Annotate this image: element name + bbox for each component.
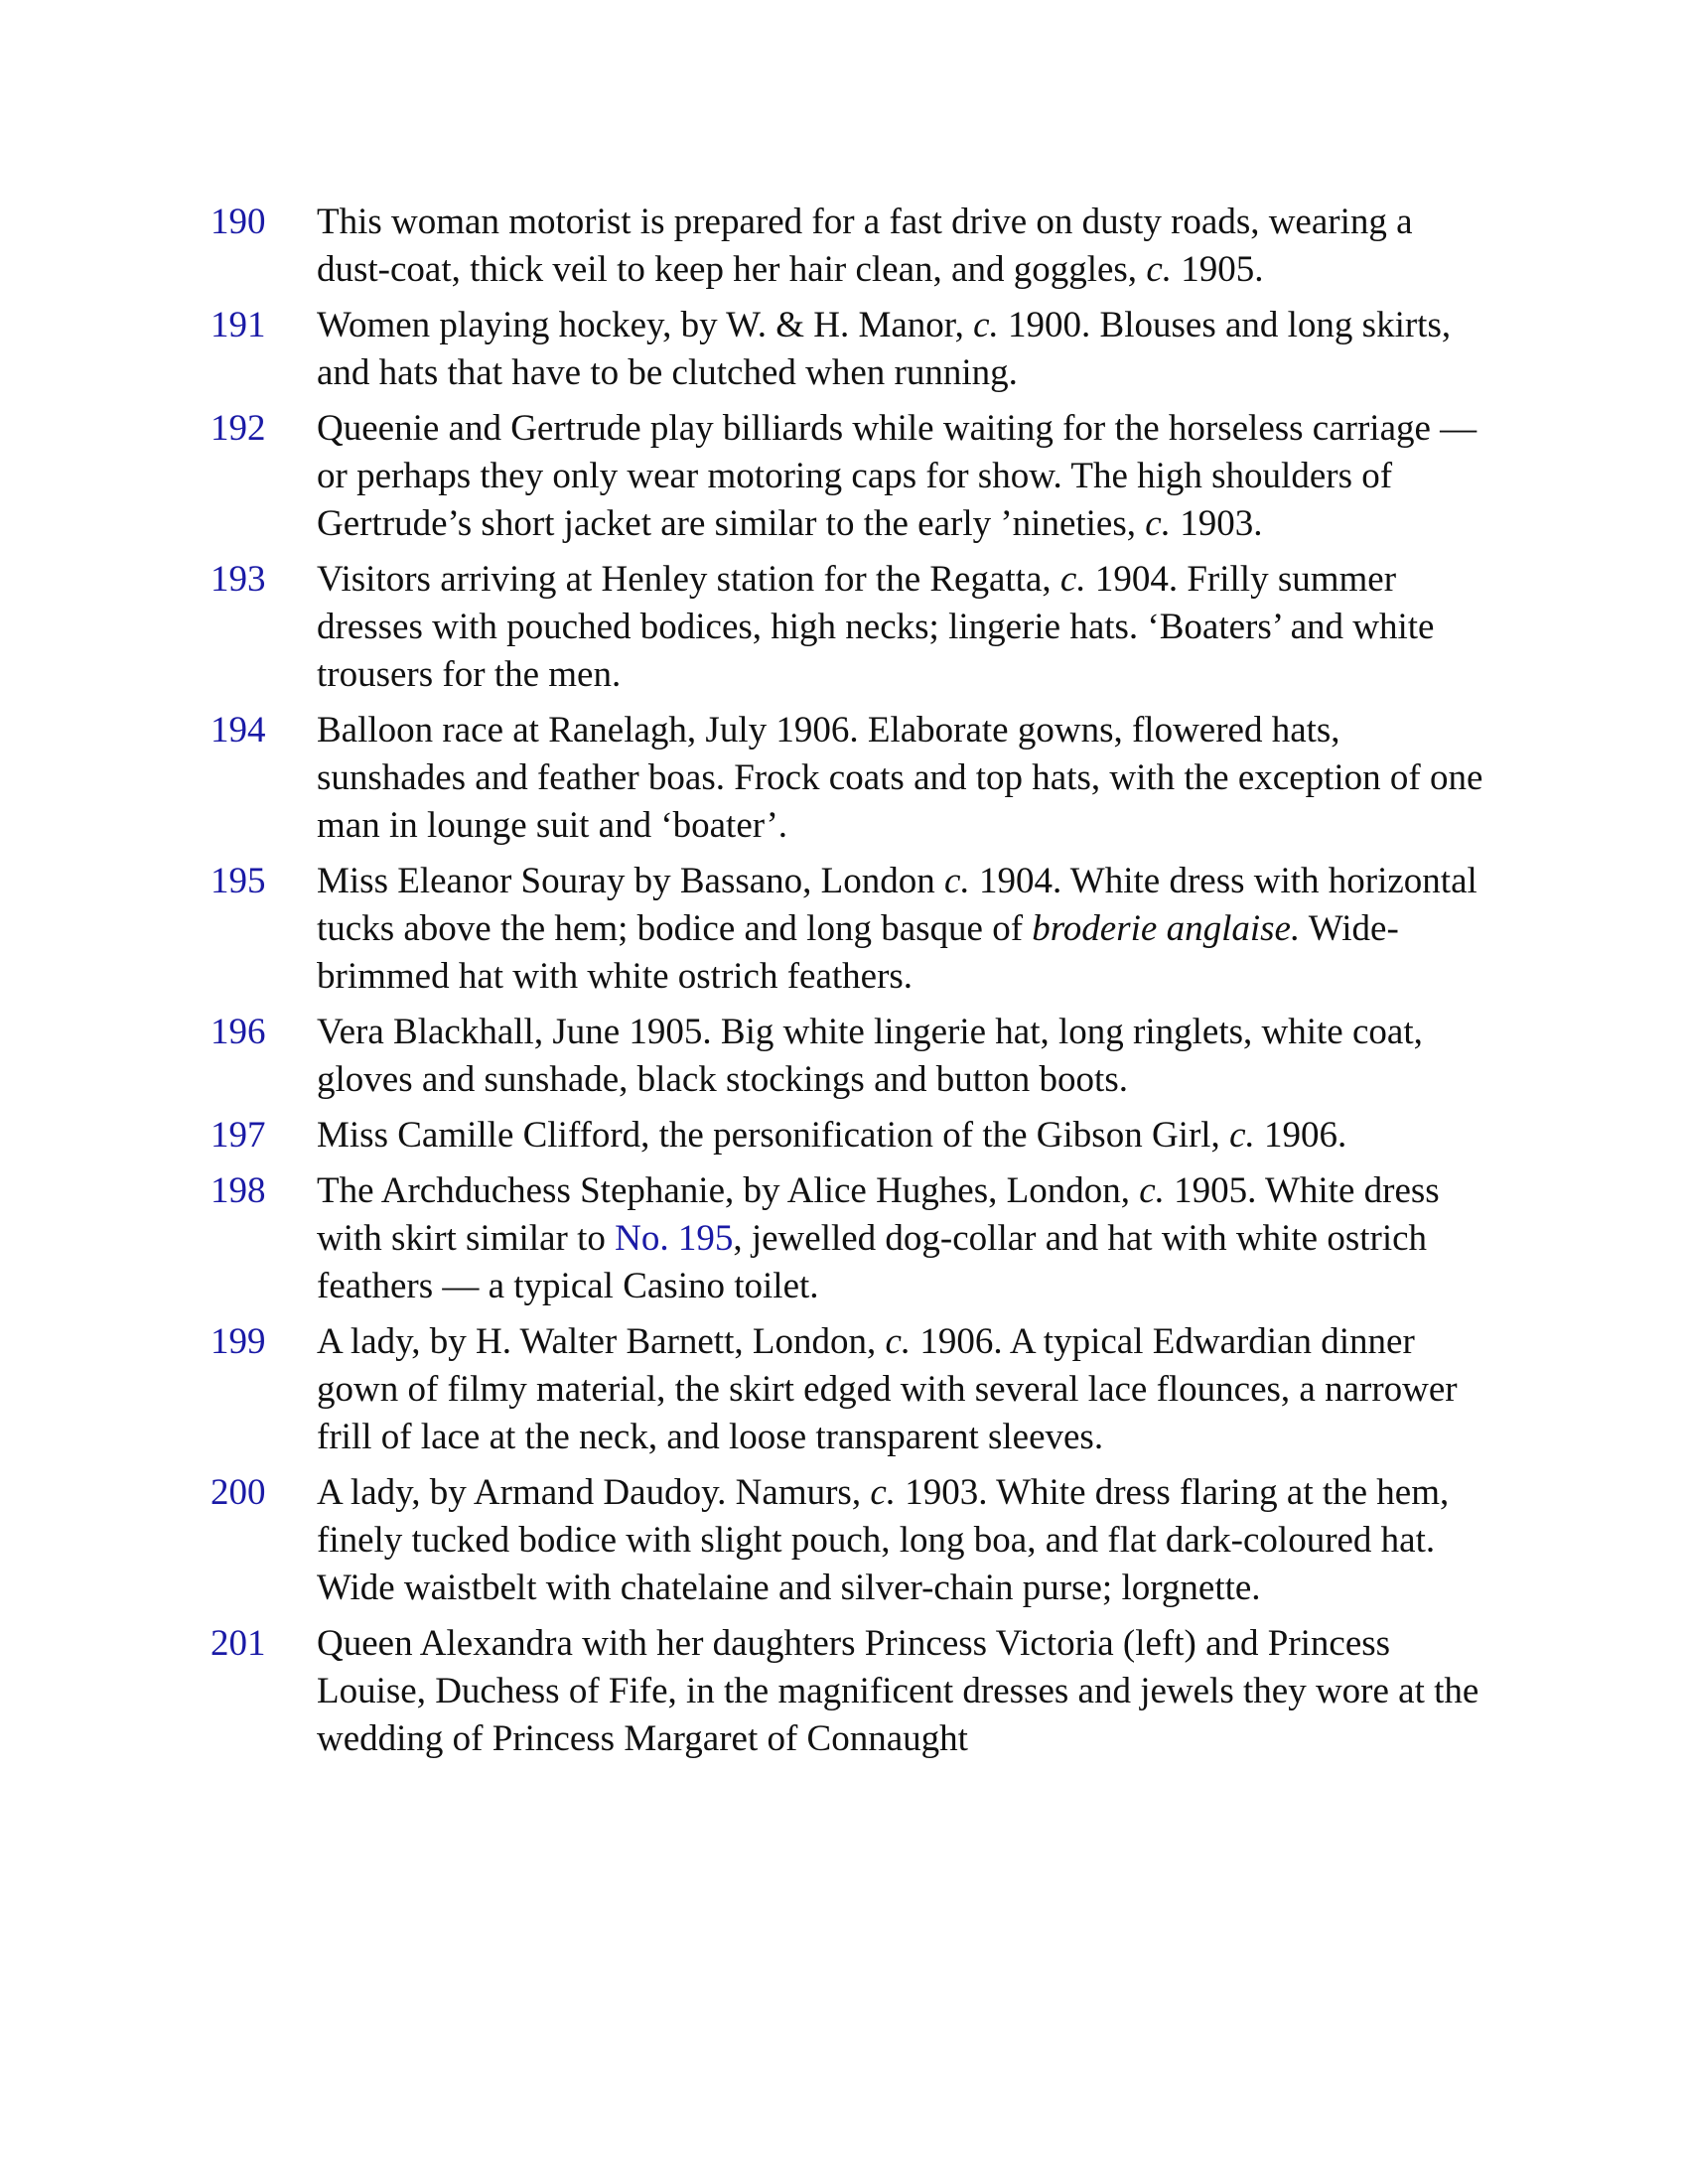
caption-number-link[interactable]: 199 (211, 1321, 266, 1362)
caption-text-part: 1905. (1172, 249, 1264, 290)
caption-text-part: Balloon race at Ranelagh, July 1906. Elaborate gowns, flowered hats, sunshades and feather boas. Frock coats and top hats, with the exception of one man in lounge suit and ‘boater’. (317, 710, 1483, 846)
caption-text-part: 1903. (1170, 503, 1263, 544)
caption-number-link[interactable]: 198 (211, 1170, 266, 1211)
caption-text (317, 405, 1491, 548)
caption-entry-197 (211, 1112, 1491, 1160)
caption-entry-192 (211, 405, 1491, 548)
circa-abbrev: c. (973, 305, 999, 345)
caption-entry-193 (211, 556, 1491, 699)
caption-text (317, 1620, 1491, 1763)
caption-text-part: Visitors arriving at Henley station for the Regatta, (317, 559, 1060, 600)
caption-text-part: This woman motorist is prepared for a fast drive on dusty roads, wearing a dust-coat, thick veil to keep her hair clean, and goggles, (317, 202, 1413, 290)
caption-text-part: A lady, by H. Walter Barnett, London, (317, 1321, 886, 1362)
caption-number-link[interactable]: 195 (211, 861, 266, 901)
circa-abbrev: c. (944, 861, 970, 901)
caption-entry-199 (211, 1318, 1491, 1461)
caption-number-link[interactable]: 193 (211, 559, 266, 600)
caption-list (211, 199, 1491, 1771)
caption-text-part: 1906. (1254, 1115, 1347, 1156)
caption-number-link[interactable]: 191 (211, 305, 266, 345)
caption-text-part: Queenie and Gertrude play billiards while waiting for the horseless carriage — or perhaps they only wear motoring caps for show. The high shoulders of Gertrude’s short jacket are similar to the early ’nineties, (317, 408, 1477, 544)
caption-entry-196 (211, 1009, 1491, 1104)
caption-entry-190 (211, 199, 1491, 294)
caption-text-part: Wide-brimmed hat with white ostrich feathers. (317, 908, 1399, 997)
caption-text-part: Vera Blackhall, June 1905. Big white lingerie hat, long ringlets, white coat, gloves and sunshade, black stockings and button boots. (317, 1012, 1423, 1100)
cross-reference-link[interactable]: No. 195 (615, 1218, 734, 1259)
caption-text-part: Miss Camille Clifford, the personification of the Gibson Girl, (317, 1115, 1230, 1156)
caption-text-part: 1904. Frilly summer dresses with pouched bodices, high necks; lingerie hats. ‘Boaters’ and white trousers for the men. (317, 559, 1435, 695)
caption-text (317, 1112, 1491, 1160)
caption-text-part: 1900. Blouses and long skirts, and hats that have to be clutched when running. (317, 305, 1452, 393)
caption-text (317, 1469, 1491, 1612)
circa-abbrev: c. (1146, 249, 1172, 290)
caption-entry-200 (211, 1469, 1491, 1612)
caption-text-part: 1904. White dress with horizontal tucks above the hem; bodice and long basque of (317, 861, 1477, 949)
circa-abbrev: c. (1229, 1115, 1255, 1156)
caption-number-link[interactable]: 201 (211, 1623, 266, 1664)
caption-number-link[interactable]: 194 (211, 710, 266, 751)
caption-text-part: 1905. White dress with skirt similar to (317, 1170, 1440, 1259)
circa-abbrev: c. (870, 1472, 896, 1513)
caption-entry-191 (211, 302, 1491, 397)
caption-text (317, 858, 1491, 1001)
caption-number-link[interactable]: 200 (211, 1472, 266, 1513)
caption-number-link[interactable]: 197 (211, 1115, 266, 1156)
caption-text-part: Miss Eleanor Souray by Bassano, London (317, 861, 945, 901)
circa-abbrev: c. (885, 1321, 912, 1362)
caption-number-link[interactable]: 196 (211, 1012, 266, 1052)
caption-text-part: A lady, by Armand Daudoy. Namurs, (317, 1472, 871, 1513)
caption-text-part: 1906. A typical Edwardian dinner gown of filmy material, the skirt edged with several lace flounces, a narrower frill of lace at the neck, and loose transparent sleeves. (317, 1321, 1458, 1457)
caption-text-part: Women playing hockey, by W. & H. Manor, (317, 305, 974, 345)
italic-term: broderie anglaise. (1032, 908, 1301, 949)
caption-entry-198 (211, 1167, 1491, 1310)
caption-text-part: The Archduchess Stephanie, by Alice Hughes, London, (317, 1170, 1140, 1211)
caption-text-part: Queen Alexandra with her daughters Princess Victoria (left) and Princess Louise, Duchess of Fife, in the magnificent dresses and jewels they wore at the wedding of Princess Margaret of Connaught (317, 1623, 1479, 1759)
caption-text (317, 556, 1491, 699)
caption-text (317, 199, 1491, 294)
caption-entry-195 (211, 858, 1491, 1001)
caption-text (317, 707, 1491, 850)
caption-text (317, 1009, 1491, 1104)
caption-text (317, 1318, 1491, 1461)
caption-text (317, 302, 1491, 397)
circa-abbrev: c. (1059, 559, 1086, 600)
caption-text-part: 1903. White dress flaring at the hem, finely tucked bodice with slight pouch, long boa, and flat dark-coloured hat. Wide waistbelt with chatelaine and silver-chain purse; lorgnette. (317, 1472, 1450, 1608)
caption-number-link[interactable]: 190 (211, 202, 266, 242)
circa-abbrev: c. (1139, 1170, 1165, 1211)
caption-entry-201 (211, 1620, 1491, 1763)
caption-text (317, 1167, 1491, 1310)
caption-entry-194 (211, 707, 1491, 850)
caption-text-part: , jewelled dog-collar and hat with white ostrich feathers — a typical Casino toilet. (317, 1218, 1428, 1306)
caption-number-link[interactable]: 192 (211, 408, 266, 449)
circa-abbrev: c. (1145, 503, 1171, 544)
